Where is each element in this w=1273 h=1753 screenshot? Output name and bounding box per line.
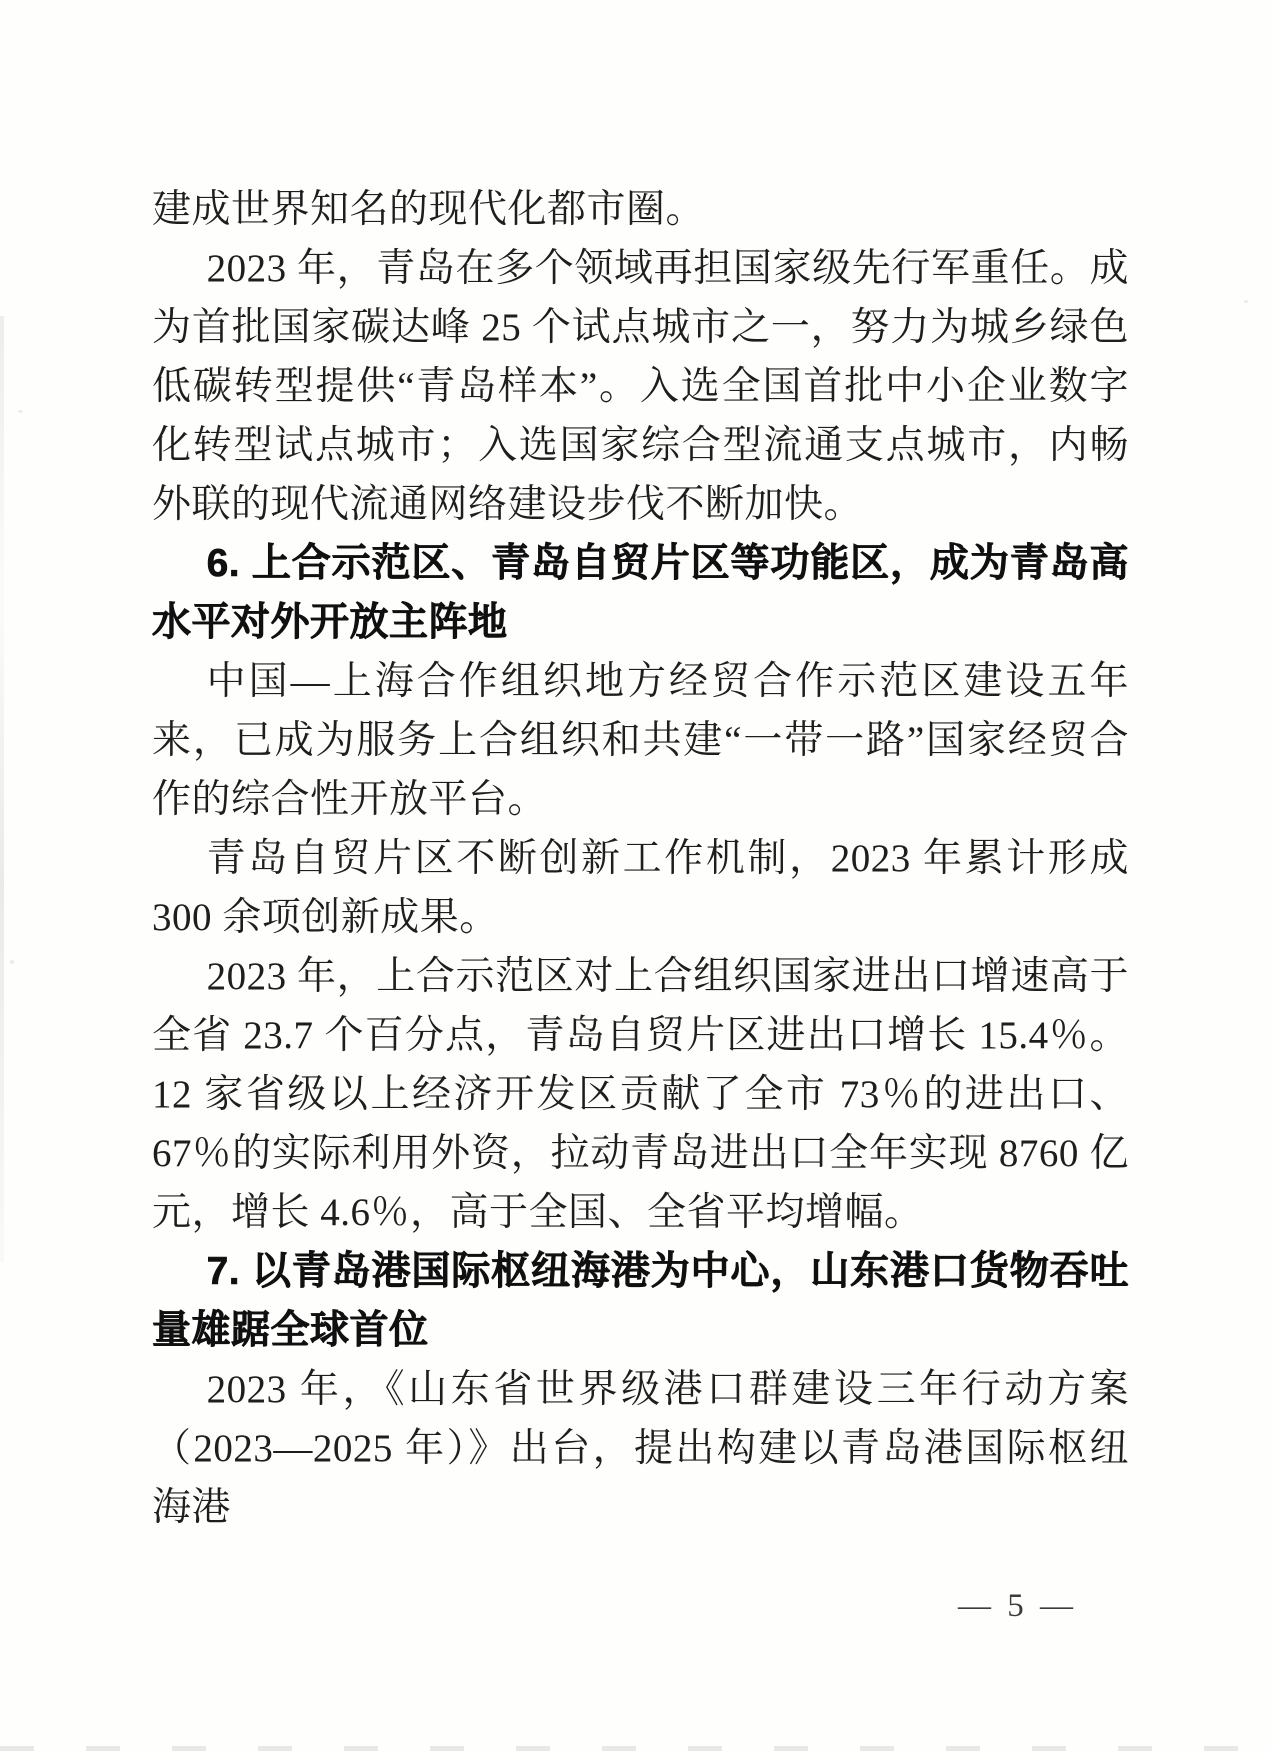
paragraph-continued: 建成世界知名的现代化都市圈。 bbox=[152, 188, 706, 231]
paragraph: 2023 年，上合示范区对上合组织国家进出口增速高于全省 23.7 个百分点，青岛自贸片区进出口增长 15.4％。12 家省级以上经济开发区贡献了全市 73％的进出口、67％的实际利用外资，拉动青岛进出口全年实现 8760 亿元，增长 4.6％，高于全国、全省平均增幅。 bbox=[152, 955, 1129, 1234]
scan-speckle bbox=[1244, 300, 1248, 303]
paragraph: 2023 年，青岛在多个领域再担国家级先行军重任。成为首批国家碳达峰 25 个试点城市之一，努力为城乡绿色低碳转型提供“青岛样本”。入选全国首批中小企业数字化转型试点城市；入选国家综合型流通支点城市，内畅外联的现代流通网络建设步伐不断加快。 bbox=[152, 247, 1129, 526]
paragraph: 中国—上海合作组织地方经贸合作示范区建设五年来，已成为服务上合组织和共建“一带一路”国家经贸合作的综合性开放平台。 bbox=[152, 660, 1129, 821]
page-number: — 5 — bbox=[958, 1588, 1077, 1624]
scan-artifact-left-edge bbox=[0, 316, 4, 1263]
section-heading: 6. 上合示范区、青岛自贸片区等功能区，成为青岛高水平对外开放主阵地 bbox=[152, 542, 1129, 644]
scan-speckle bbox=[18, 410, 23, 413]
paragraph: 2023 年，《山东省世界级港口群建设三年行动方案（2023—2025 年）》出台，提出构建以青岛港国际枢纽海港 bbox=[152, 1368, 1129, 1529]
section-heading: 7. 以青岛港国际枢纽海港为中心，山东港口货物吞吐量雄踞全球首位 bbox=[152, 1250, 1129, 1352]
scan-artifact-bottom-edge bbox=[0, 1746, 1273, 1751]
scan-speckle bbox=[10, 960, 14, 964]
document-body bbox=[152, 180, 1129, 1537]
paragraph: 青岛自贸片区不断创新工作机制，2023 年累计形成 300 余项创新成果。 bbox=[152, 837, 1129, 939]
